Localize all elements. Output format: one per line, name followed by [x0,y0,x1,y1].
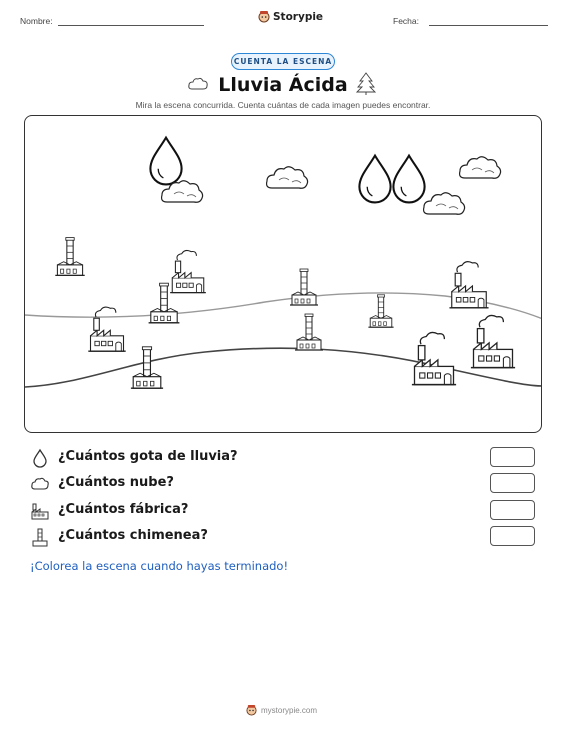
factory-1 [170,250,206,292]
chimney-6 [131,347,163,388]
cloud-2 [267,167,308,189]
question-text: ¿Cuántos fábrica? [58,502,189,517]
raindrop-icon [30,448,50,468]
storypie-mascot-icon [258,10,270,23]
chimney-1 [55,238,84,276]
logo-text: Storypie [273,10,324,23]
answer-box-factory[interactable] [490,500,535,520]
chimney-3 [290,269,318,305]
raindrop-2 [359,156,390,203]
footer-logo [246,704,317,716]
factory-3 [88,307,125,351]
name-label: Nombre: [20,16,53,26]
chimney-5 [295,314,323,350]
answer-box-cloud[interactable] [490,473,535,493]
factory-4 [412,332,456,384]
question-row-raindrop [30,447,536,469]
coloring-instruction: ¡Colorea la escena cuando hayas terminado! [30,559,289,573]
answer-box-raindrop[interactable] [490,447,535,467]
section-badge: CUENTA LA ESCENA [231,53,335,70]
question-row-factory [30,500,536,522]
date-line[interactable] [429,25,548,26]
factory-2 [449,262,488,308]
storypie-mascot-icon [246,704,257,716]
question-text: ¿Cuántos gota de lluvia? [58,449,238,464]
scene-panel [24,115,542,433]
factory-5 [471,315,515,367]
date-label: Fecha: [393,16,419,26]
answer-box-chimney[interactable] [490,526,535,546]
instructions: Mira la escena concurrida. Cuenta cuántas de cada imagen puedes encontrar. [135,100,431,110]
question-row-chimney [30,526,536,548]
hill-front [25,348,542,387]
chimney-4 [368,295,393,327]
cloud-icon [30,474,50,494]
question-text: ¿Cuántos nube? [58,475,174,490]
scene-illustration [25,116,542,433]
storypie-logo [258,10,323,23]
footer-url: mystorypie.com [261,705,318,715]
raindrop-3 [393,156,424,203]
page-title: Lluvia Ácida [218,74,348,96]
question-row-cloud [30,473,536,495]
name-line[interactable] [58,25,204,26]
question-text: ¿Cuántos chimenea? [58,528,208,543]
chimney-icon [30,527,50,547]
cloud-3 [460,157,501,179]
factory-icon [30,501,50,521]
pine-tree-icon [356,72,376,96]
raindrop-1 [150,138,181,185]
cloud-4 [424,193,465,215]
